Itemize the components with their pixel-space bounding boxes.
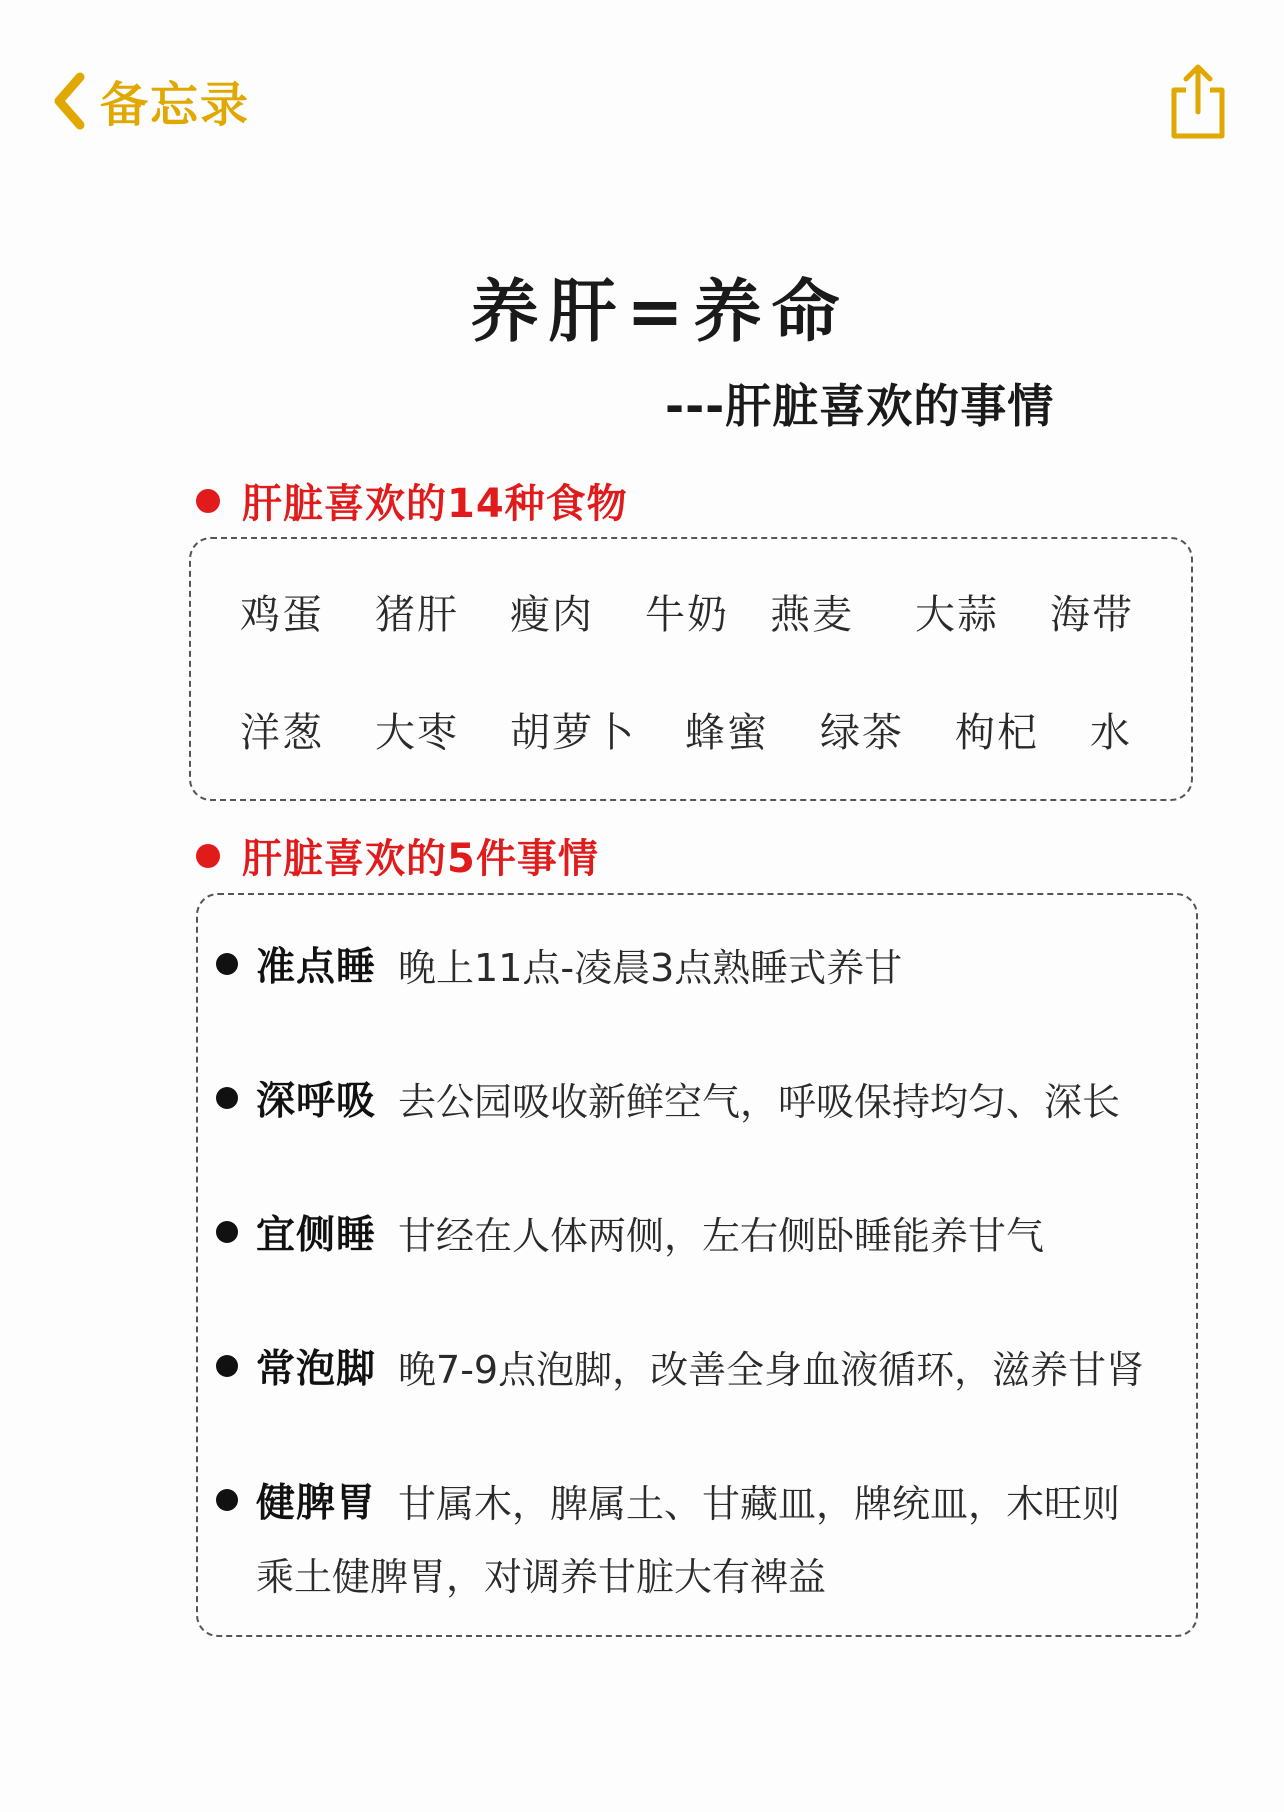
habit-item [216,1204,1044,1260]
section-heading-habits [196,827,599,884]
bullet-dot [216,1087,238,1109]
food-item: 胡萝卜 [510,710,636,756]
bullet-dot [216,953,238,975]
food-item: 绿茶 [820,710,904,756]
habit-label: 常泡脚 [256,1347,377,1392]
chevron-left-icon [52,72,86,130]
food-item: 大枣 [375,710,459,756]
note-title: 养肝=养命 [470,273,850,352]
back-button[interactable] [52,66,250,135]
food-item: 鸡蛋 [240,592,324,638]
share-button[interactable] [1168,62,1228,142]
habit-item [216,1338,1144,1394]
habit-text: 晚7-9点泡脚，改善全身血液循环，滋养甘肾 [398,1347,1145,1392]
back-label: 备忘录 [100,77,251,133]
habit-item [216,936,902,992]
food-item: 瘦肉 [510,592,594,638]
food-item: 海带 [1050,592,1134,638]
habit-text: 甘属木，脾属土、甘藏皿，牌统皿，木旺则 [398,1481,1121,1526]
section-heading-foods [196,472,628,529]
habit-label: 健脾胃 [256,1481,377,1526]
food-item: 猪肝 [375,592,459,638]
food-item: 枸杞 [955,710,1039,756]
habit-text-continued: 乘土健脾胃，对调养甘脏大有裨益 [256,1555,827,1599]
share-icon [1168,127,1228,146]
habit-text: 去公园吸收新鲜空气，呼吸保持均匀、深长 [398,1079,1121,1124]
food-item: 牛奶 [645,592,729,638]
bullet-dot [216,1355,238,1377]
food-item: 大蒜 [915,592,999,638]
habit-text: 晚上11点-凌晨3点熟睡式养甘 [398,945,903,990]
food-item: 水 [1090,710,1132,756]
habit-label: 准点睡 [256,945,377,990]
habit-item [216,1472,1120,1528]
section-title-habits: 肝脏喜欢的5件事情 [242,836,599,882]
habit-text: 甘经在人体两侧，左右侧卧睡能养甘气 [398,1213,1045,1258]
bullet-dot [216,1489,238,1511]
foods-box [189,537,1193,801]
section-title-foods: 肝脏喜欢的14种食物 [242,481,628,527]
habit-item [216,1070,1120,1126]
note-subtitle: ---肝脏喜欢的事情 [665,379,1055,433]
bullet-dot [196,489,220,513]
habit-label: 深呼吸 [256,1079,377,1124]
bullet-dot [216,1221,238,1243]
food-item: 燕麦 [770,592,854,638]
habit-label: 宜侧睡 [256,1213,377,1258]
food-item: 洋葱 [240,710,324,756]
food-item: 蜂蜜 [685,710,769,756]
bullet-dot [196,844,220,868]
